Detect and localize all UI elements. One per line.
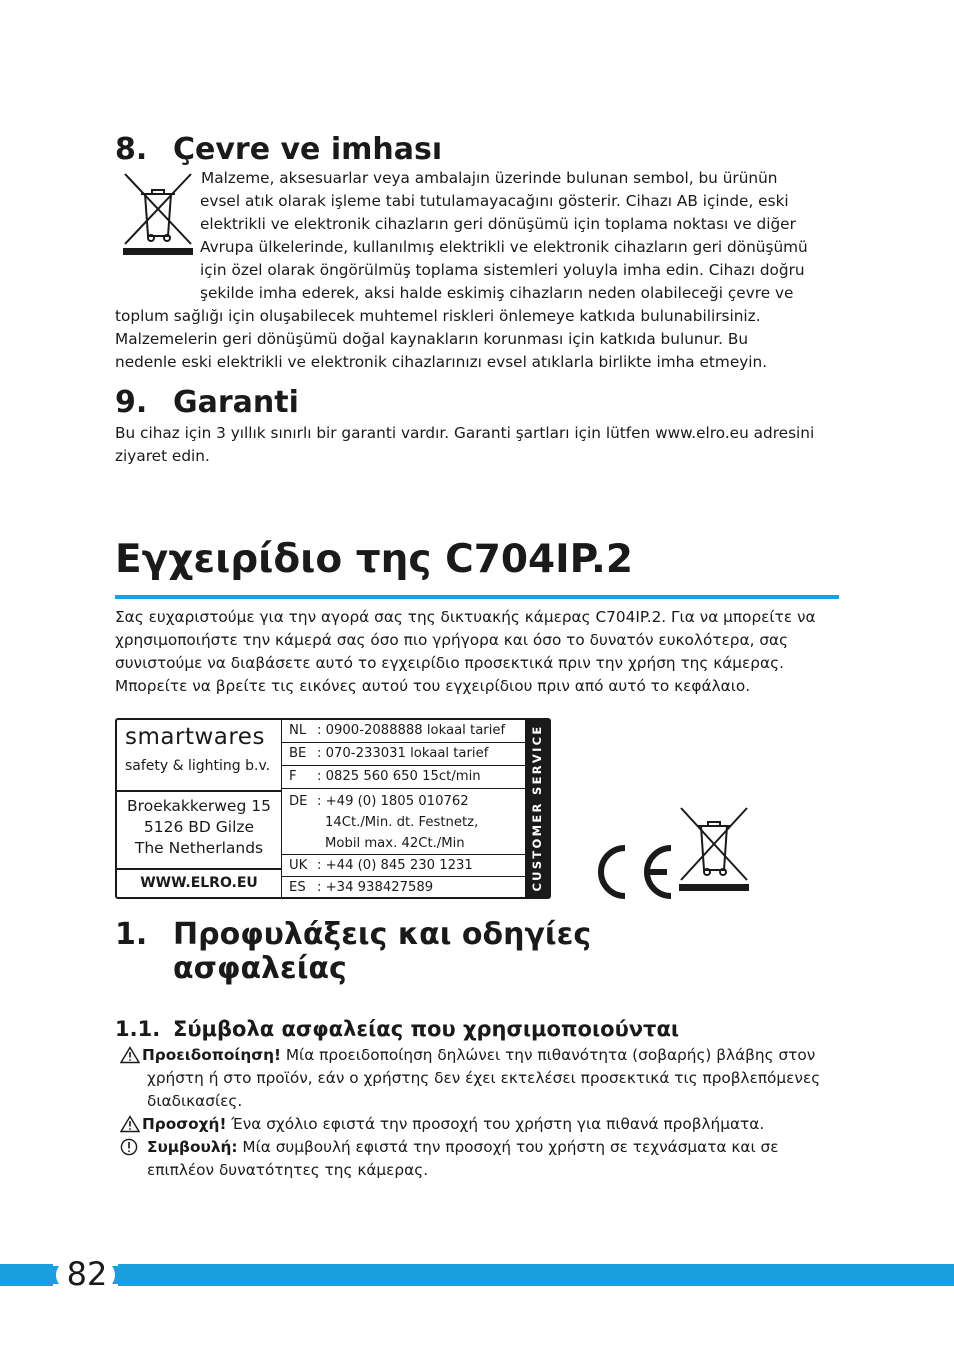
note-text-line: επιπλέον δυνατότητες της κάμερας. [147,1161,429,1179]
phone-tariff: Mobil max. 42Ct./Min [325,836,465,851]
title-divider [115,595,839,599]
phone-row-nl [282,720,526,743]
phone-row-f [282,766,526,789]
address-line: Broekakkerweg 15 [127,797,271,815]
caution-note [120,1113,840,1136]
website-link[interactable]: WWW.ELRO.EU [140,875,258,891]
brand-subtitle: safety & lighting b.v. [125,758,271,774]
phone-number: : +34 938427589 [317,880,434,895]
weee-bin-icon [678,806,750,892]
country-code: BE [289,746,307,761]
country-code: UK [289,858,308,873]
section-1-title: Προφυλάξεις και οδηγίες [173,917,592,952]
paragraph-line: Bu cihaz için 3 yıllık sınırlı bir garanti vardır. Garanti şartları için lütfen www.elro.eu adresini [115,424,815,442]
phone-number: : +44 (0) 845 230 1231 [317,858,473,873]
section-8-title: Çevre ve imhası [173,132,443,167]
warning-triangle-icon [120,1115,140,1133]
warning-note [120,1044,840,1113]
note-label: Συμβουλή: [147,1138,238,1156]
section-9-number: 9. [115,385,148,420]
divider [117,868,281,870]
phone-tariff: 14Ct./Min. dt. Festnetz, [325,815,479,830]
exclamation-circle-icon [120,1138,140,1156]
note-text: Ένα σχόλιο εφιστά την προσοχή του χρήστη για πιθανά προβλήματα. [226,1115,765,1133]
customer-service-card [115,718,551,899]
footer-bar [118,1264,954,1286]
intro-paragraph [115,606,840,698]
note-text-line: διαδικασίες. [147,1092,243,1110]
section-9-paragraph [115,422,840,468]
footer-bar [0,1264,53,1286]
ce-mark-icon [589,842,675,902]
section-8-paragraph [115,167,840,374]
phone-list [282,720,526,897]
paragraph-line: χρησιμοποιήστε την κάμερά σας όσο πιο γρήγορα και όσο το δυνατόν ευκολότερα, σας [115,631,789,649]
address-line: The Netherlands [134,839,264,857]
section-1-1-number: 1.1. [115,1017,161,1041]
brand-name: smartwares [125,724,265,750]
section-1-title-cont: ασφαλείας [173,951,347,986]
section-1-1-heading [115,1015,679,1043]
phone-row-be [282,743,526,766]
page-number: 82 [66,1255,108,1293]
section-1-1-title: Σύμβολα ασφαλείας που χρησιμοποιούνται [173,1017,680,1041]
section-9-title: Garanti [173,385,299,420]
paragraph-line: şekilde imha ederek, aksi halde eskimiş cihazların neden olabileceği çevre ve [200,284,794,302]
paragraph-line: evsel atık olarak işleme tabi tutulamayacağını gösterir. Cihazı AB içinde, eski [200,192,789,210]
divider [117,790,281,792]
note-text-line: χρήστη ή στο προϊόν, εάν ο χρήστης δεν έχει εκτελέσει προσεκτικά τις προβλεπόμενες [147,1069,821,1087]
paragraph-line: nedenle eski elektrikli ve elektronik cihazlarınızı evsel atıklarla birlikte imha etmeyin. [115,353,768,371]
phone-row-uk [282,855,526,877]
manual-title: Εγχειρίδιο της C704IP.2 [115,537,634,582]
section-8-heading [115,133,442,167]
tip-note [120,1136,840,1182]
phone-number: : +49 (0) 1805 010762 [317,794,469,809]
note-label: Προειδοποίηση! [142,1046,281,1064]
paragraph-line: Σας ευχαριστούμε για την αγορά σας της δικτυακής κάμερας C704IP.2. Για να μπορείτε να [115,608,816,626]
paragraph-line: συνιστούμε να διαβάσετε αυτό το εγχειρίδιο προσεκτικά πριν την χρήση της κάμερας. [115,654,784,672]
section-9-heading [115,386,299,420]
country-code: DE [289,794,308,809]
card-company-panel [117,720,282,897]
country-code: ES [289,880,306,895]
paragraph-line: Malzemelerin geri dönüşümü doğal kaynakların korunması için katkıda bulunur. Bu [115,330,749,348]
paragraph-line: Avrupa ülkelerinde, kullanılmış elektrikli ve elektronik cihazların geri dönüşümü [200,238,808,256]
address-line: 5126 BD Gilze [143,818,255,836]
note-label: Προσοχή! [142,1115,227,1133]
warning-triangle-icon [120,1046,140,1064]
section-8-number: 8. [115,132,148,167]
country-code: F [289,769,297,784]
customer-service-band [525,720,549,897]
company-address [117,796,281,859]
phone-row-es [282,877,526,897]
paragraph-line: toplum sağlığı için oluşabilecek muhtemel riskleri önlemeye katkıda bulunabilirsiniz. [115,307,761,325]
paragraph-line: elektrikli ve elektronik cihazların geri dönüşümü için toplama noktası ve diğer [200,215,796,233]
phone-row-de [282,789,526,855]
section-1-heading [115,918,591,986]
country-code: NL [289,723,307,738]
phone-number: : 070-233031 lokaal tarief [317,746,489,761]
paragraph-line: ziyaret edin. [115,447,210,465]
phone-number: : 0900-2088888 lokaal tarief [317,723,506,738]
customer-service-label: CUSTOMER SERVICE [530,724,544,892]
phone-number: : 0825 560 650 15ct/min [317,769,481,784]
footer-bracket-left [53,1266,59,1284]
paragraph-line: Μπορείτε να βρείτε τις εικόνες αυτού του εγχειρίδιου πριν από αυτό το κεφάλαιο. [115,677,751,695]
section-1-number: 1. [115,917,148,952]
note-text: Μία συμβουλή εφιστά την προσοχή του χρήστη σε τεχνάσματα και σε [237,1138,779,1156]
paragraph-line: Malzeme, aksesuarlar veya ambalajın üzerinde bulunan sembol, bu ürünün [201,169,778,187]
note-text: Μία προειδοποίηση δηλώνει την πιθανότητα (σοβαρής) βλάβης στον [281,1046,816,1064]
paragraph-line: için özel olarak öngörülmüş toplama sistemleri yoluyla imha edin. Cihazı doğru [200,261,805,279]
